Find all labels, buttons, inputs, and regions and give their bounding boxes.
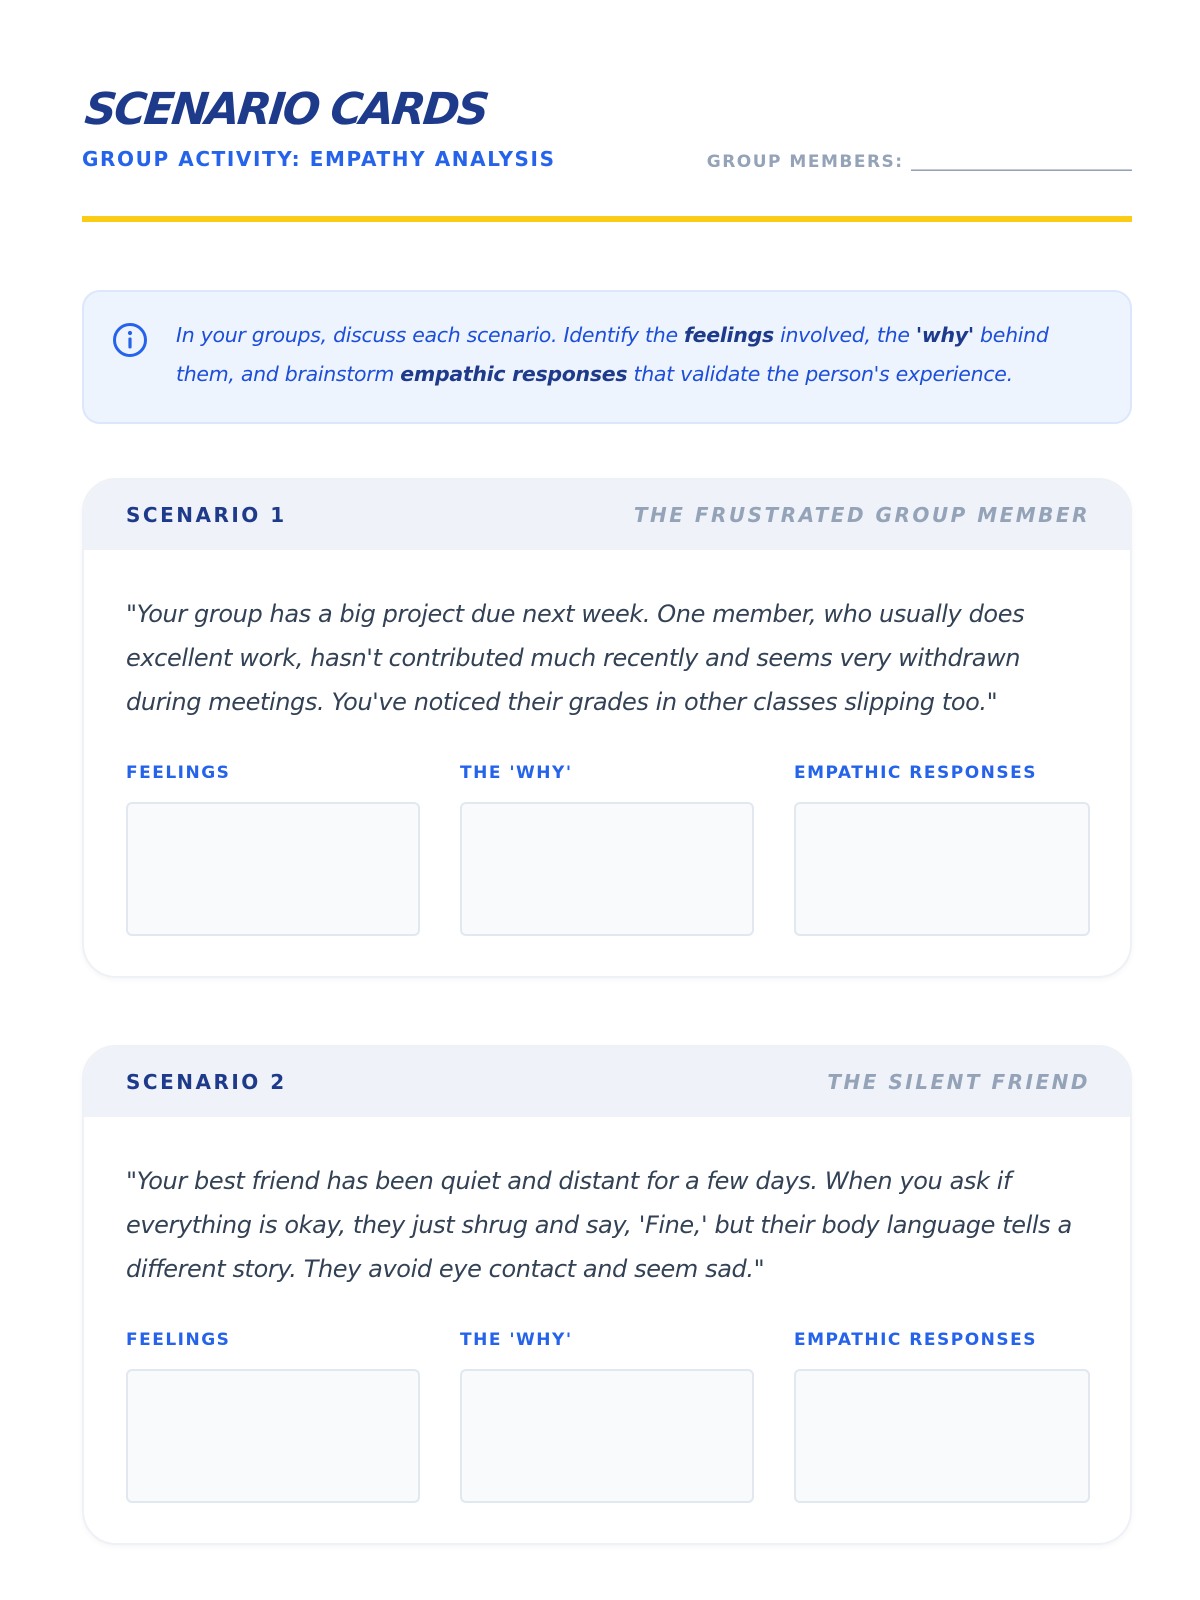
empathic-responses-answer-box[interactable] [794, 802, 1090, 936]
instructions-part: In your groups, discuss each scenario. Identify the [176, 323, 684, 347]
feelings-answer-box[interactable] [126, 1369, 420, 1503]
scenario-card-1 [82, 478, 1132, 978]
scenario-title: THE SILENT FRIEND [827, 1070, 1090, 1094]
header-divider [82, 216, 1132, 222]
feelings-answer-box[interactable] [126, 802, 420, 936]
scenario-number: SCENARIO 1 [126, 503, 287, 527]
scenario-quote: "Your group has a big project due next week. One member, who usually does excellent work, hasn't contributed much recently and seems very withdrawn during meetings. You've noticed their grades in other classes slipping too." [126, 600, 1025, 716]
instructions-part: behind them, and brainstorm [176, 323, 1049, 386]
scenario-number: SCENARIO 2 [126, 1070, 287, 1094]
group-members-label: GROUP MEMBERS: [706, 152, 904, 172]
why-answer-box[interactable] [460, 1369, 754, 1503]
instructions-part: that validate the person's experience. [627, 362, 1013, 386]
why-label: THE 'WHY' [460, 763, 573, 783]
group-members-field[interactable] [707, 150, 1132, 174]
instructions-emphasis-why: 'why' [915, 323, 974, 347]
page-subtitle: GROUP ACTIVITY: EMPATHY ANALYSIS [82, 147, 556, 171]
why-label: THE 'WHY' [460, 1330, 573, 1350]
scenario-quote: "Your best friend has been quiet and distant for a few days. When you ask if everything is okay, they just shrug and say, 'Fine,' but their body language tells a different story. They avoid eye contact and seem sad." [126, 1167, 1072, 1283]
instructions-box [82, 290, 1132, 424]
why-answer-box[interactable] [460, 802, 754, 936]
scenario-card-header [84, 480, 1130, 550]
page-title: SCENARIO CARDS [82, 84, 490, 135]
info-icon [112, 322, 148, 358]
empathic-responses-label: EMPATHIC RESPONSES [794, 763, 1037, 783]
feelings-label: FEELINGS [126, 1330, 231, 1350]
scenario-card-2 [82, 1045, 1132, 1545]
instructions-emphasis-empathic-responses: empathic responses [400, 362, 628, 386]
scenario-title: THE FRUSTRATED GROUP MEMBER [633, 503, 1090, 527]
instructions-text [176, 316, 1076, 394]
empathic-responses-answer-box[interactable] [794, 1369, 1090, 1503]
feelings-label: FEELINGS [126, 763, 231, 783]
instructions-emphasis-feelings: feelings [684, 323, 774, 347]
instructions-part: involved, the [773, 323, 916, 347]
group-members-blank-line[interactable]: __________________________ [911, 152, 1132, 172]
scenario-card-header [84, 1047, 1130, 1117]
empathic-responses-label: EMPATHIC RESPONSES [794, 1330, 1037, 1350]
worksheet-header [82, 80, 1132, 220]
